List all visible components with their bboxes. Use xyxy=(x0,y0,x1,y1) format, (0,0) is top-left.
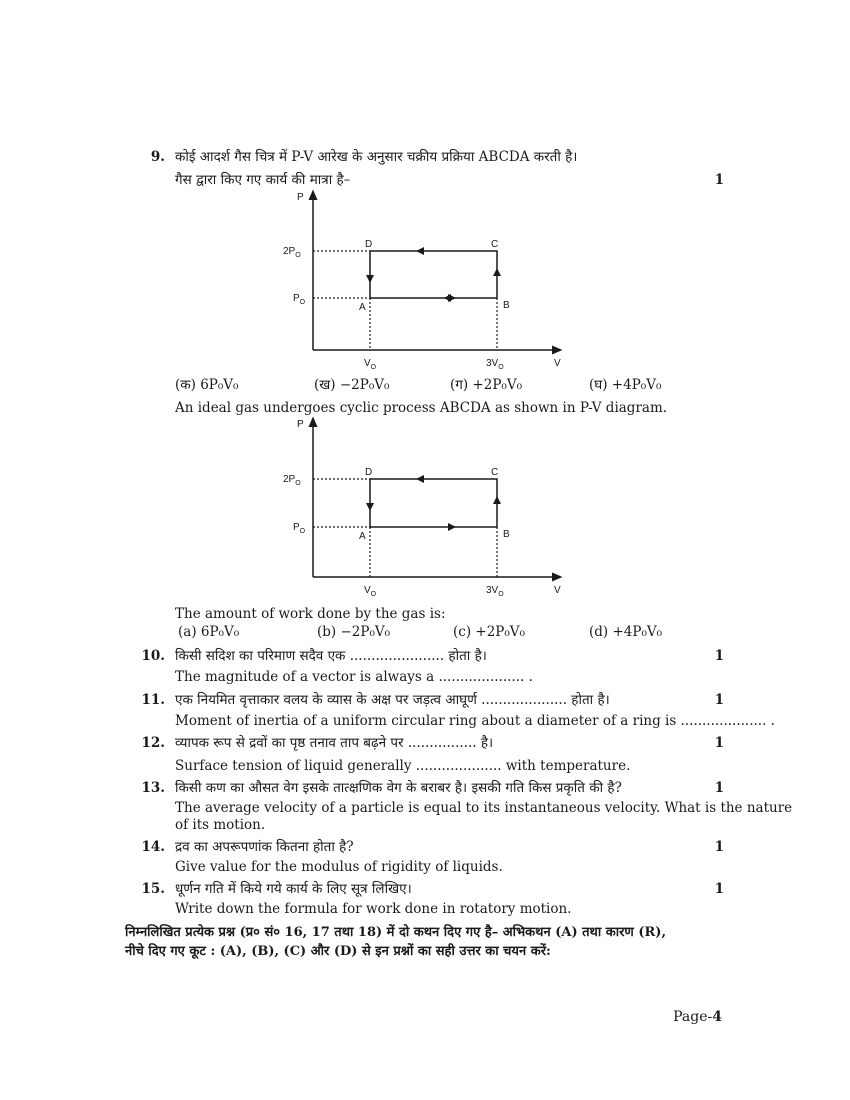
instruction-line2: नीचे दिए गए कूट : (A), (B), (C) और (D) से इन प्रश्नों का सही उत्तर का चयन करें: xyxy=(125,944,551,959)
q11-hindi: एक नियमित वृत्ताकार वलय के व्यास के अक्ष पर जड़त्व आघूर्ण .................... होता है। xyxy=(175,692,610,708)
svg-text:P: P xyxy=(297,419,304,430)
q9-english-line: An ideal gas undergoes cyclic process ABCDA as shown in P-V diagram. xyxy=(175,400,668,416)
svg-text:VO: $V_O$ xyxy=(364,585,377,598)
q12-hindi: व्यापक रूप से द्रवों का पृष्ठ तनाव ताप बढ़ने पर ................ है। xyxy=(175,735,494,751)
q10-hindi: किसी सदिश का परिमाण सदैव एक ...................... होता है। xyxy=(175,648,487,664)
q10-number: 10. xyxy=(141,648,165,664)
svg-text:PO: $P_O$ xyxy=(293,522,306,535)
svg-text:VO: $V_O$ xyxy=(364,358,377,371)
q14-number: 14. xyxy=(141,839,165,855)
q13-marks: 1 xyxy=(714,780,724,796)
q9-english-options xyxy=(178,624,738,642)
svg-text:D: D xyxy=(365,467,373,478)
option-b: (b) −2P₀V₀ xyxy=(317,624,391,640)
svg-text:2PO: $2P_O$ xyxy=(283,474,301,487)
option-gha: (घ) +4P₀V₀ xyxy=(589,377,662,393)
q15-english: Write down the formula for work done in rotatory motion. xyxy=(175,901,572,917)
instruction-line1: निम्नलिखित प्रत्येक प्रश्न (प्र० सं० 16, 17 तथा 18) में दो कथन दिए गए है– अभिकथन (A) तथा कारण (R), xyxy=(125,925,666,940)
q11-english: Moment of inertia of a uniform circular ring about a diameter of a ring is .................... . xyxy=(175,713,775,729)
svg-text:A: A xyxy=(359,531,366,542)
svg-text:3VO: $3V_O$ xyxy=(486,585,504,598)
point-c: C xyxy=(491,239,499,250)
page-number: Page-4 xyxy=(673,1009,722,1025)
q9-hindi-line2: गैस द्वारा किए गए कार्य की मात्रा है– xyxy=(175,172,351,188)
q9-english-question: The amount of work done by the gas is: xyxy=(175,606,446,622)
svg-text:C: C xyxy=(491,467,499,478)
option-kha: (ख) −2P₀V₀ xyxy=(314,377,390,393)
point-b: B xyxy=(503,300,510,311)
q13-number: 13. xyxy=(141,780,165,796)
option-a: (a) 6P₀V₀ xyxy=(178,624,240,640)
q15-marks: 1 xyxy=(714,881,724,897)
q13-english-cont: of its motion. xyxy=(175,817,266,833)
assertion-reason-instruction xyxy=(125,923,725,961)
q14-marks: 1 xyxy=(714,839,724,855)
svg-text:B: B xyxy=(503,529,510,540)
q13-english: The average velocity of a particle is equal to its instantaneous velocity. What is the nature xyxy=(175,800,793,816)
q12-number: 12. xyxy=(141,735,165,751)
q15-hindi: धूर्णन गति में किये गये कार्य के लिए सूत्र लिखिए। xyxy=(175,881,412,897)
option-c: (c) +2P₀V₀ xyxy=(453,624,525,640)
svg-text:3VO: $3V_O$ xyxy=(486,358,504,371)
q12-english: Surface tension of liquid generally .................... with temperature. xyxy=(175,758,631,774)
svg-text:2PO: $2P_O$ xyxy=(283,246,301,259)
q12-marks: 1 xyxy=(714,735,724,751)
q9-marks: 1 xyxy=(714,172,724,188)
point-d: D xyxy=(365,239,373,250)
q13-hindi: किसी कण का औसत वेग इसके तात्क्षणिक वेग के बराबर है। इसकी गति किस प्रकृति की है? xyxy=(175,780,622,796)
q10-marks: 1 xyxy=(714,648,724,664)
q11-number: 11. xyxy=(141,692,165,708)
option-ga: (ग) +2P₀V₀ xyxy=(450,377,522,393)
svg-text:PO: $P_O$ xyxy=(293,293,306,306)
q15-number: 15. xyxy=(141,881,165,897)
q9-hindi-options xyxy=(175,377,735,395)
point-a: A xyxy=(359,302,366,313)
q11-marks: 1 xyxy=(714,692,724,708)
axis-label-p: P xyxy=(297,192,304,203)
option-ka: (क) 6P₀V₀ xyxy=(175,377,239,393)
pv-diagram-hindi xyxy=(280,188,570,378)
cycle-abcd xyxy=(370,251,497,298)
option-d: (d) +4P₀V₀ xyxy=(589,624,663,640)
q14-english: Give value for the modulus of rigidity of liquids. xyxy=(175,859,503,875)
svg-text:V: V xyxy=(554,585,561,596)
axis-label-v: V xyxy=(554,358,561,369)
pv-diagram-english xyxy=(280,415,570,605)
q9-number: 9. xyxy=(150,149,165,165)
q9-hindi-line1: कोई आदर्श गैस चित्र में P-V आरेख के अनुसार चक्रीय प्रक्रिया ABCDA करती है। xyxy=(175,149,578,165)
q10-english: The magnitude of a vector is always a .................... . xyxy=(175,669,533,685)
q14-hindi: द्रव का अपरूपणांक कितना होता है? xyxy=(175,839,354,855)
